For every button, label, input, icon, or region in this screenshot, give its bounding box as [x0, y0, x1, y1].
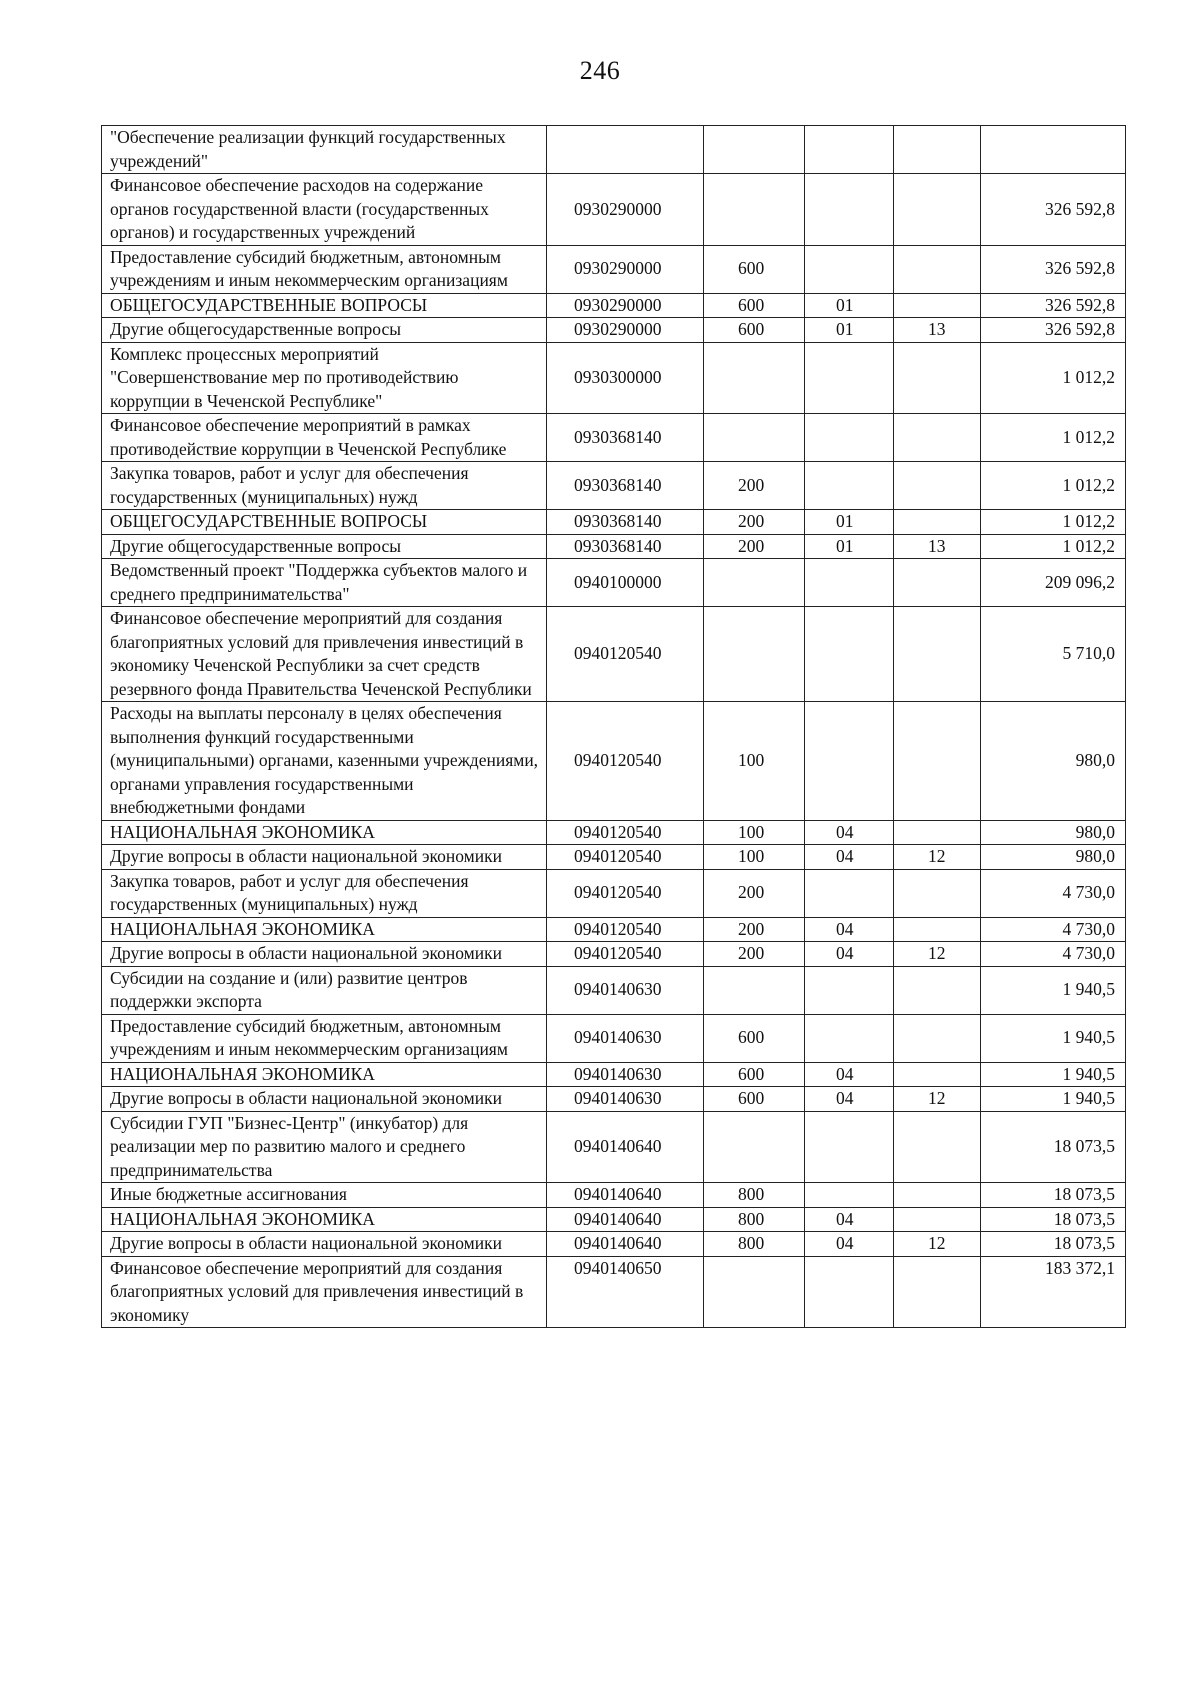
expense-type-cell: 200 — [704, 917, 805, 942]
table-row — [102, 174, 1126, 246]
table-row — [102, 559, 1126, 607]
target-article-cell: 0940120540 — [547, 702, 704, 821]
section-cell — [805, 414, 894, 462]
subsection-cell — [894, 966, 981, 1014]
expense-type-cell: 800 — [704, 1183, 805, 1208]
section-cell — [805, 607, 894, 702]
amount-cell: 1 940,5 — [981, 1087, 1126, 1112]
expense-type-cell: 200 — [704, 510, 805, 535]
expense-type-cell — [704, 414, 805, 462]
section-cell: 04 — [805, 1232, 894, 1257]
amount-cell: 326 592,8 — [981, 293, 1126, 318]
expense-type-cell: 800 — [704, 1232, 805, 1257]
expense-type-cell — [704, 966, 805, 1014]
table-row — [102, 1183, 1126, 1208]
amount-cell: 1 940,5 — [981, 1062, 1126, 1087]
amount-cell: 1 940,5 — [981, 966, 1126, 1014]
row-name-cell: Другие общегосударственные вопросы — [102, 318, 547, 343]
row-name-cell: Закупка товаров, работ и услуг для обеспечения государственных (муниципальных) нужд — [102, 462, 547, 510]
row-name-cell: Финансовое обеспечение мероприятий для создания благоприятных условий для привлечения инвестиций в экономику — [102, 1256, 547, 1328]
expense-type-cell: 200 — [704, 869, 805, 917]
table-row — [102, 942, 1126, 967]
expense-type-cell: 600 — [704, 1087, 805, 1112]
target-article-cell: 0930290000 — [547, 293, 704, 318]
amount-cell: 1 012,2 — [981, 534, 1126, 559]
subsection-cell — [894, 1014, 981, 1062]
row-name-cell: Субсидии на создание и (или) развитие центров поддержки экспорта — [102, 966, 547, 1014]
subsection-cell — [894, 1207, 981, 1232]
table-row — [102, 1087, 1126, 1112]
subsection-cell — [894, 245, 981, 293]
row-name-cell: Другие общегосударственные вопросы — [102, 534, 547, 559]
section-cell — [805, 559, 894, 607]
amount-cell: 1 012,2 — [981, 462, 1126, 510]
row-name-cell: Комплекс процессных мероприятий "Совершенствование мер по противодействию коррупции в Чеченской Республике" — [102, 342, 547, 414]
amount-cell: 980,0 — [981, 845, 1126, 870]
subsection-cell: 13 — [894, 534, 981, 559]
expense-type-cell — [704, 1111, 805, 1183]
expense-type-cell — [704, 607, 805, 702]
section-cell — [805, 869, 894, 917]
subsection-cell: 13 — [894, 318, 981, 343]
table-row — [102, 1111, 1126, 1183]
subsection-cell: 12 — [894, 845, 981, 870]
target-article-cell: 0940120540 — [547, 820, 704, 845]
amount-cell: 980,0 — [981, 820, 1126, 845]
amount-cell: 1 012,2 — [981, 510, 1126, 535]
section-cell — [805, 1014, 894, 1062]
section-cell — [805, 1111, 894, 1183]
target-article-cell: 0940140630 — [547, 1014, 704, 1062]
table-row — [102, 702, 1126, 821]
target-article-cell: 0940140650 — [547, 1256, 704, 1328]
subsection-cell: 12 — [894, 1087, 981, 1112]
target-article-cell: 0930300000 — [547, 342, 704, 414]
table-row — [102, 1207, 1126, 1232]
subsection-cell — [894, 510, 981, 535]
section-cell: 04 — [805, 1062, 894, 1087]
amount-cell: 1 012,2 — [981, 414, 1126, 462]
table-row — [102, 126, 1126, 174]
amount-cell: 980,0 — [981, 702, 1126, 821]
section-cell: 04 — [805, 1087, 894, 1112]
table-row — [102, 414, 1126, 462]
row-name-cell: Ведомственный проект "Поддержка субъектов малого и среднего предпринимательства" — [102, 559, 547, 607]
table-row — [102, 293, 1126, 318]
expense-type-cell: 200 — [704, 942, 805, 967]
subsection-cell: 12 — [894, 942, 981, 967]
row-name-cell: Другие вопросы в области национальной экономики — [102, 1087, 547, 1112]
amount-cell: 4 730,0 — [981, 869, 1126, 917]
table-row — [102, 845, 1126, 870]
subsection-cell — [894, 1183, 981, 1208]
expense-type-cell: 100 — [704, 820, 805, 845]
amount-cell: 183 372,1 — [981, 1256, 1126, 1328]
amount-cell: 18 073,5 — [981, 1183, 1126, 1208]
target-article-cell: 0940120540 — [547, 917, 704, 942]
target-article-cell: 0940120540 — [547, 607, 704, 702]
row-name-cell: Другие вопросы в области национальной экономики — [102, 845, 547, 870]
target-article-cell: 0940140640 — [547, 1232, 704, 1257]
target-article-cell: 0940140630 — [547, 966, 704, 1014]
section-cell — [805, 1183, 894, 1208]
section-cell: 01 — [805, 510, 894, 535]
table-row — [102, 462, 1126, 510]
target-article-cell: 0940120540 — [547, 942, 704, 967]
section-cell — [805, 702, 894, 821]
row-name-cell: НАЦИОНАЛЬНАЯ ЭКОНОМИКА — [102, 917, 547, 942]
subsection-cell — [894, 1256, 981, 1328]
expense-type-cell: 100 — [704, 845, 805, 870]
target-article-cell: 0930290000 — [547, 174, 704, 246]
section-cell: 04 — [805, 820, 894, 845]
section-cell: 04 — [805, 942, 894, 967]
row-name-cell: "Обеспечение реализации функций государственных учреждений" — [102, 126, 547, 174]
subsection-cell — [894, 174, 981, 246]
row-name-cell: Другие вопросы в области национальной экономики — [102, 1232, 547, 1257]
section-cell: 01 — [805, 318, 894, 343]
expense-type-cell: 800 — [704, 1207, 805, 1232]
row-name-cell: Финансовое обеспечение мероприятий для создания благоприятных условий для привлечения инвестиций в экономику Чеченской Республики за счет средств резервного фонда Правительства Чеченской Республики — [102, 607, 547, 702]
table-row — [102, 869, 1126, 917]
budget-table-body — [102, 126, 1126, 1328]
table-row — [102, 607, 1126, 702]
target-article-cell: 0930368140 — [547, 414, 704, 462]
expense-type-cell: 600 — [704, 1014, 805, 1062]
table-row — [102, 820, 1126, 845]
table-row — [102, 1232, 1126, 1257]
row-name-cell: Предоставление субсидий бюджетным, автономным учреждениям и иным некоммерческим организациям — [102, 245, 547, 293]
target-article-cell: 0930290000 — [547, 245, 704, 293]
subsection-cell — [894, 702, 981, 821]
amount-cell: 5 710,0 — [981, 607, 1126, 702]
target-article-cell: 0940120540 — [547, 869, 704, 917]
amount-cell: 326 592,8 — [981, 318, 1126, 343]
subsection-cell — [894, 1062, 981, 1087]
subsection-cell — [894, 462, 981, 510]
row-name-cell: ОБЩЕГОСУДАРСТВЕННЫЕ ВОПРОСЫ — [102, 510, 547, 535]
target-article-cell — [547, 126, 704, 174]
expense-type-cell: 100 — [704, 702, 805, 821]
expense-type-cell — [704, 342, 805, 414]
expense-type-cell — [704, 559, 805, 607]
subsection-cell — [894, 414, 981, 462]
row-name-cell: Расходы на выплаты персоналу в целях обеспечения выполнения функций государственными (муниципальными) органами, казенными учреждениями, органами управления государственными внебюджетными фондами — [102, 702, 547, 821]
table-row — [102, 510, 1126, 535]
table-row — [102, 1256, 1126, 1328]
amount-cell: 209 096,2 — [981, 559, 1126, 607]
table-row — [102, 1014, 1126, 1062]
row-name-cell: Другие вопросы в области национальной экономики — [102, 942, 547, 967]
row-name-cell: НАЦИОНАЛЬНАЯ ЭКОНОМИКА — [102, 1062, 547, 1087]
table-row — [102, 1062, 1126, 1087]
expense-type-cell: 600 — [704, 1062, 805, 1087]
amount-cell: 4 730,0 — [981, 917, 1126, 942]
target-article-cell: 0930368140 — [547, 534, 704, 559]
subsection-cell — [894, 293, 981, 318]
amount-cell: 18 073,5 — [981, 1207, 1126, 1232]
amount-cell: 326 592,8 — [981, 174, 1126, 246]
row-name-cell: Субсидии ГУП "Бизнес-Центр" (инкубатор) для реализации мер по развитию малого и среднего предпринимательства — [102, 1111, 547, 1183]
target-article-cell: 0940140640 — [547, 1183, 704, 1208]
row-name-cell: Иные бюджетные ассигнования — [102, 1183, 547, 1208]
section-cell — [805, 342, 894, 414]
target-article-cell: 0940140630 — [547, 1087, 704, 1112]
amount-cell: 18 073,5 — [981, 1111, 1126, 1183]
amount-cell: 18 073,5 — [981, 1232, 1126, 1257]
subsection-cell — [894, 1111, 981, 1183]
subsection-cell — [894, 607, 981, 702]
section-cell — [805, 126, 894, 174]
subsection-cell — [894, 126, 981, 174]
target-article-cell: 0930290000 — [547, 318, 704, 343]
section-cell — [805, 174, 894, 246]
subsection-cell — [894, 342, 981, 414]
page-number: 246 — [579, 56, 621, 85]
amount-cell: 1 940,5 — [981, 1014, 1126, 1062]
expense-type-cell — [704, 1256, 805, 1328]
expense-type-cell — [704, 174, 805, 246]
row-name-cell: Финансовое обеспечение расходов на содержание органов государственной власти (государственных органов) и государственных учреждений — [102, 174, 547, 246]
row-name-cell: НАЦИОНАЛЬНАЯ ЭКОНОМИКА — [102, 1207, 547, 1232]
section-cell — [805, 462, 894, 510]
expense-type-cell: 600 — [704, 318, 805, 343]
row-name-cell: НАЦИОНАЛЬНАЯ ЭКОНОМИКА — [102, 820, 547, 845]
subsection-cell — [894, 869, 981, 917]
row-name-cell: Закупка товаров, работ и услуг для обеспечения государственных (муниципальных) нужд — [102, 869, 547, 917]
section-cell: 04 — [805, 917, 894, 942]
expense-type-cell: 200 — [704, 462, 805, 510]
subsection-cell — [894, 820, 981, 845]
amount-cell: 4 730,0 — [981, 942, 1126, 967]
target-article-cell: 0940100000 — [547, 559, 704, 607]
subsection-cell — [894, 559, 981, 607]
subsection-cell — [894, 917, 981, 942]
expense-type-cell: 600 — [704, 245, 805, 293]
row-name-cell: Финансовое обеспечение мероприятий в рамках противодействие коррупции в Чеченской Республике — [102, 414, 547, 462]
table-row — [102, 342, 1126, 414]
amount-cell: 1 012,2 — [981, 342, 1126, 414]
target-article-cell: 0940140640 — [547, 1207, 704, 1232]
target-article-cell: 0940140640 — [547, 1111, 704, 1183]
section-cell — [805, 245, 894, 293]
row-name-cell: Предоставление субсидий бюджетным, автономным учреждениям и иным некоммерческим организациям — [102, 1014, 547, 1062]
table-row — [102, 917, 1126, 942]
section-cell: 01 — [805, 293, 894, 318]
subsection-cell: 12 — [894, 1232, 981, 1257]
expense-type-cell — [704, 126, 805, 174]
amount-cell — [981, 126, 1126, 174]
target-article-cell: 0940140630 — [547, 1062, 704, 1087]
section-cell: 04 — [805, 845, 894, 870]
target-article-cell: 0940120540 — [547, 845, 704, 870]
section-cell — [805, 1256, 894, 1328]
section-cell: 01 — [805, 534, 894, 559]
amount-cell: 326 592,8 — [981, 245, 1126, 293]
expense-type-cell: 200 — [704, 534, 805, 559]
target-article-cell: 0930368140 — [547, 462, 704, 510]
section-cell — [805, 966, 894, 1014]
expense-type-cell: 600 — [704, 293, 805, 318]
target-article-cell: 0930368140 — [547, 510, 704, 535]
budget-table — [101, 125, 1126, 1328]
table-row — [102, 318, 1126, 343]
table-row — [102, 534, 1126, 559]
table-row — [102, 245, 1126, 293]
section-cell: 04 — [805, 1207, 894, 1232]
row-name-cell: ОБЩЕГОСУДАРСТВЕННЫЕ ВОПРОСЫ — [102, 293, 547, 318]
table-row — [102, 966, 1126, 1014]
